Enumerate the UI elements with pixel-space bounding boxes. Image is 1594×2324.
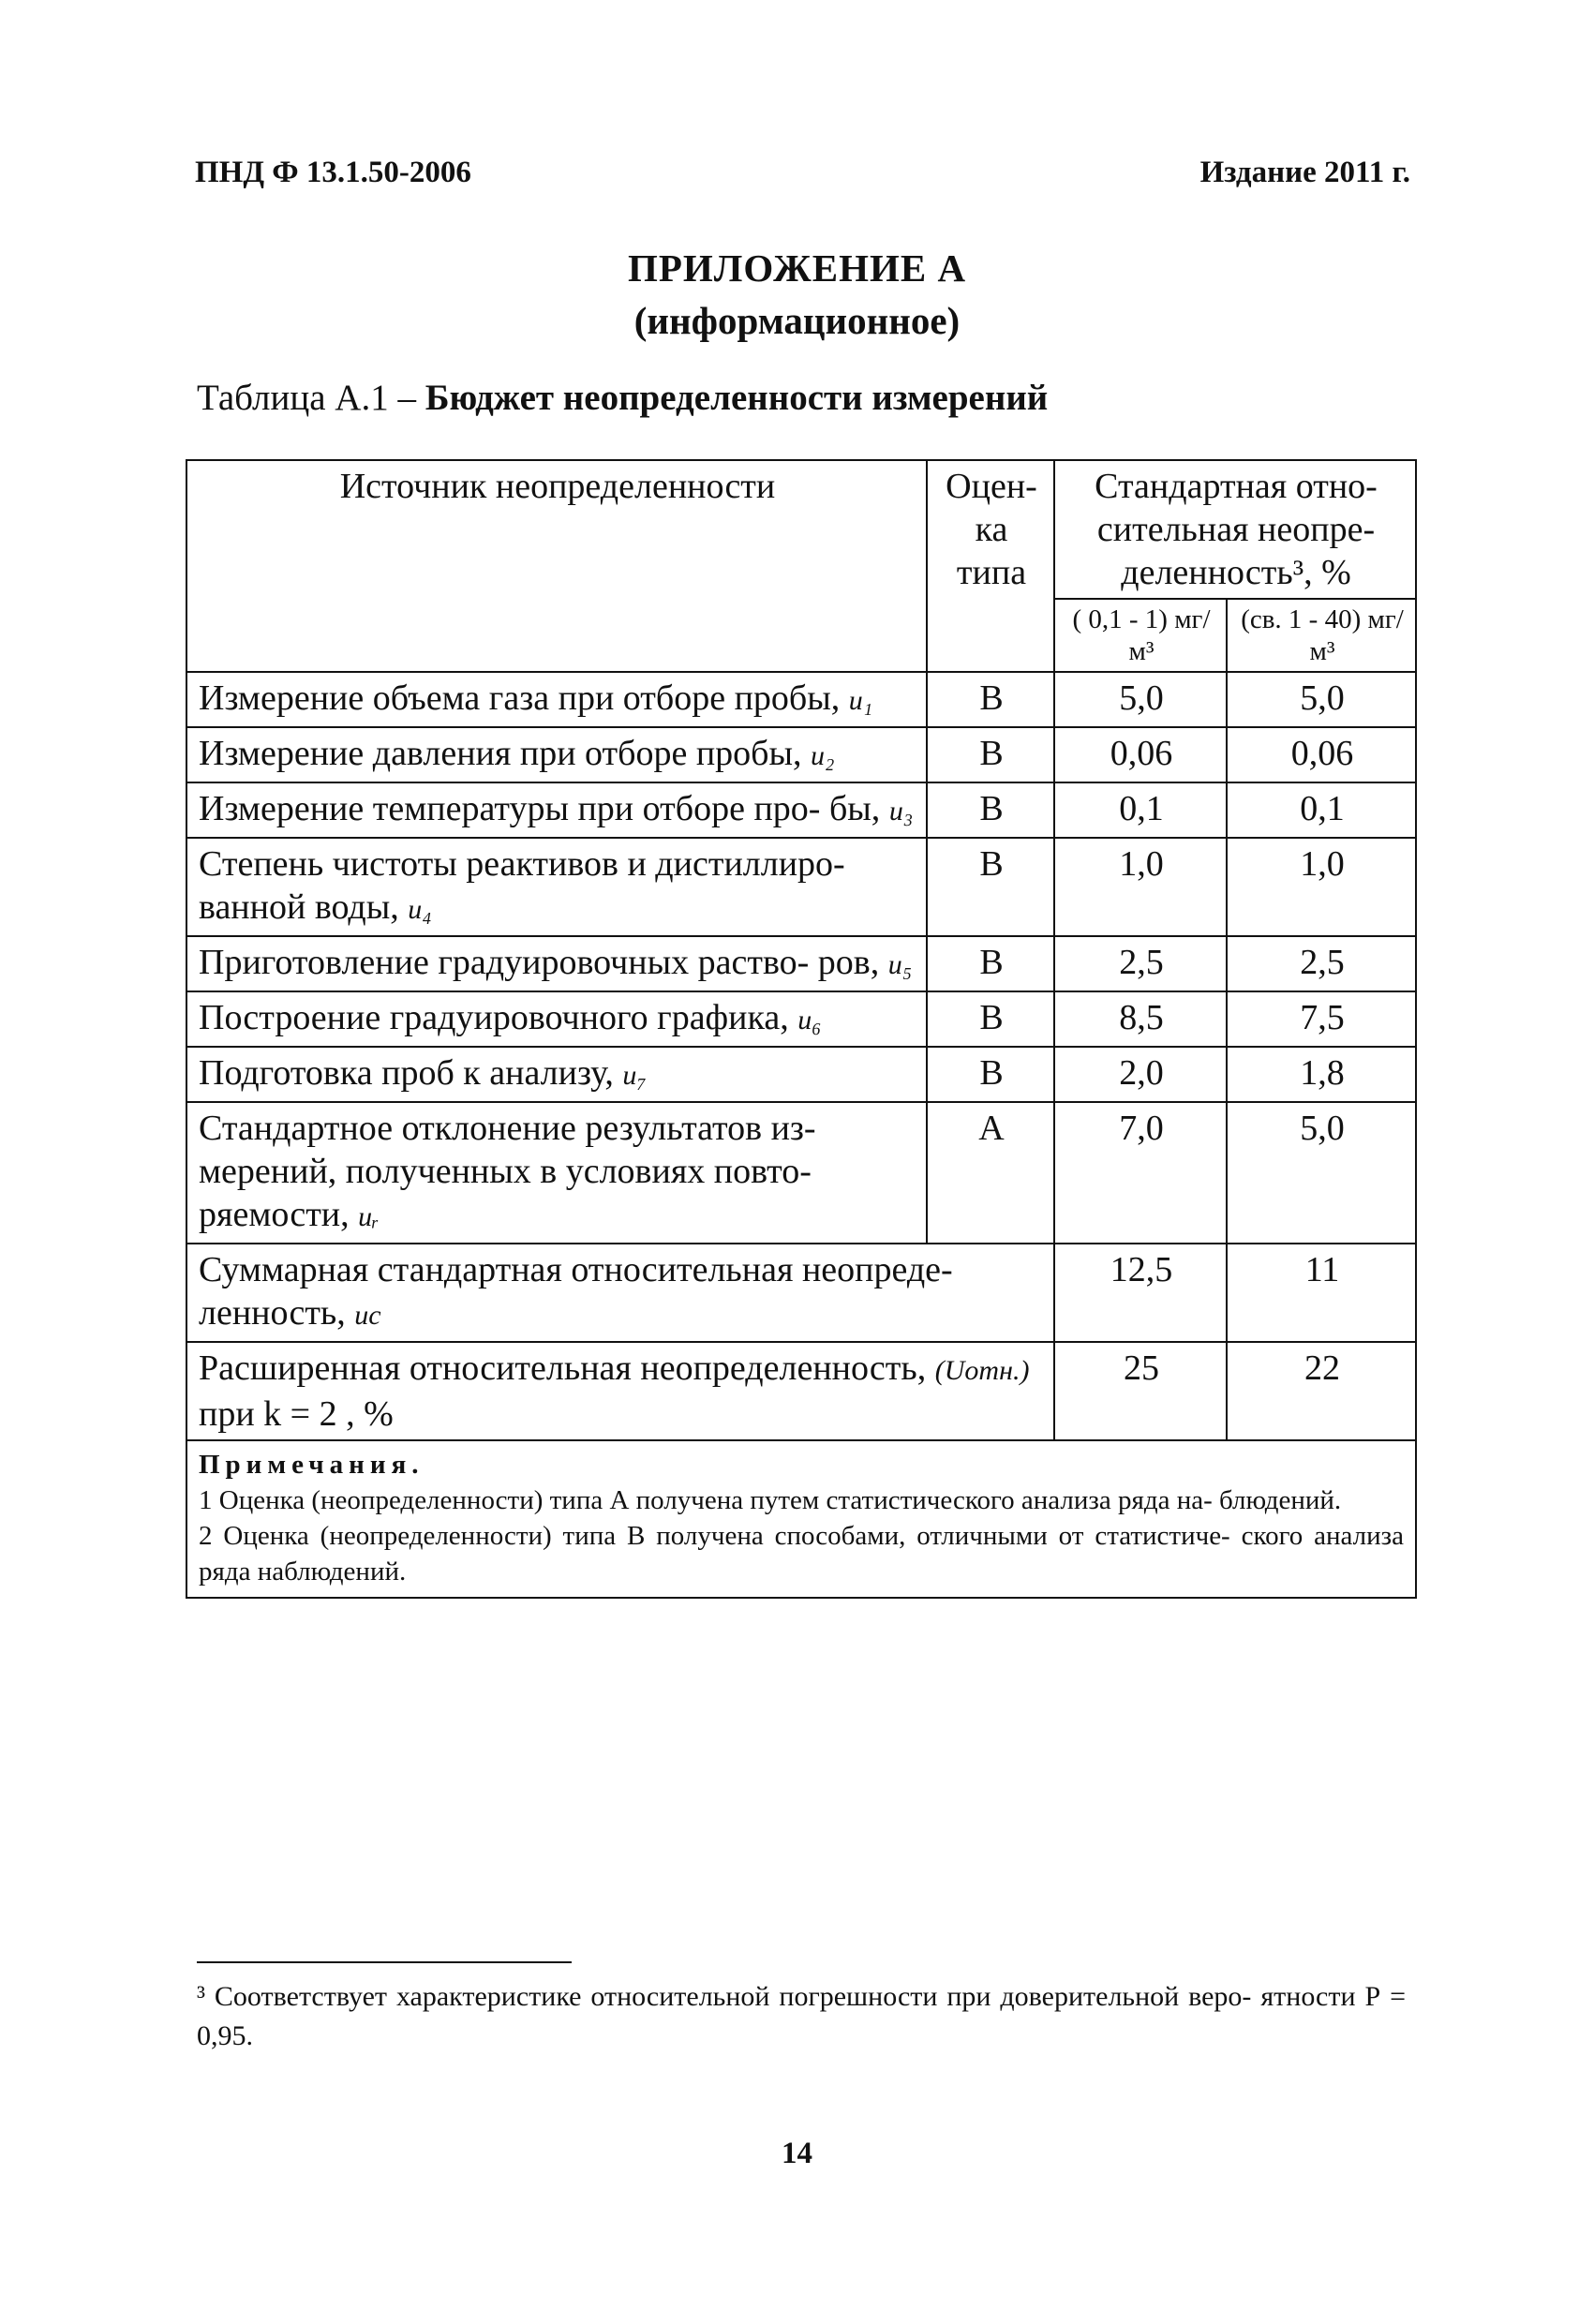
source-text: Измерение объема газа при отборе пробы, — [199, 678, 849, 718]
appendix-subtitle: (информационное) — [633, 299, 961, 342]
symbol: u₇ — [622, 1060, 647, 1091]
row-value-2: 2,5 — [1227, 936, 1416, 991]
row-source — [186, 727, 927, 782]
source-text: Построение градуировочного графика, — [199, 998, 798, 1037]
footnote: ³ Соответствует характеристике относительной погрешности при доверительной веро- ятности Р = 0,95. — [197, 1981, 1406, 2051]
symbol: u₂ — [811, 740, 835, 771]
table-row — [186, 936, 1416, 991]
row-source — [186, 672, 927, 727]
table-row — [186, 991, 1416, 1047]
row-value-2: 5,0 — [1227, 1102, 1416, 1244]
symbol: uᵣ — [358, 1201, 380, 1232]
source-text: Суммарная стандартная относительная неопреде- ленность, — [199, 1250, 953, 1333]
source-text: Стандартное отклонение результатов из- мерений, полученных в условиях повто- ряемости, — [199, 1109, 816, 1234]
row-type: В — [927, 1047, 1054, 1102]
footnote-divider — [197, 1961, 572, 1963]
row-type: А — [927, 1102, 1054, 1244]
symbol: uc — [354, 1300, 381, 1331]
row-value-2: 0,06 — [1227, 727, 1416, 782]
row-type: В — [927, 936, 1054, 991]
row-value-1: 2,0 — [1054, 1047, 1227, 1102]
source-text: Измерение температуры при отборе про- бы, — [199, 789, 889, 828]
row-source — [186, 1102, 927, 1244]
source-text: Степень чистоты реактивов и дистиллиро- ванной воды, — [199, 844, 845, 927]
symbol: u₁ — [848, 685, 873, 716]
note-2: 2 Оценка (неопределенности) типа В получена способами, отличными от статистиче- ского анализа ряда наблюдений. — [199, 1521, 1404, 1587]
edition-label: Издание 2011 г. — [1199, 156, 1410, 189]
source-text: Приготовление градуировочных раство- ров, — [199, 943, 888, 982]
notes-title: Примечания. — [199, 1450, 425, 1480]
row-type: В — [927, 991, 1054, 1047]
row-value-2: 0,1 — [1227, 782, 1416, 838]
source-text: Измерение давления при отборе пробы, — [199, 734, 812, 773]
row-value-2: 1,0 — [1227, 838, 1416, 936]
row-value-1: 0,1 — [1054, 782, 1227, 838]
row-value-1: 7,0 — [1054, 1102, 1227, 1244]
header-source: Источник неопределенности — [186, 460, 927, 672]
row-value-2: 7,5 — [1227, 991, 1416, 1047]
combined-uncertainty-row — [186, 1244, 1416, 1342]
table-caption — [197, 377, 1048, 419]
row-source — [186, 991, 927, 1047]
row-type: В — [927, 727, 1054, 782]
row-value-1: 0,06 — [1054, 727, 1227, 782]
page-number: 14 — [782, 2137, 812, 2170]
row-source — [186, 782, 927, 838]
note-1: 1 Оценка (неопределенности) типа А получена путем статистического анализа ряда на- блюдений. — [199, 1485, 1342, 1515]
combined-value-1: 12,5 — [1054, 1244, 1227, 1342]
table-row — [186, 1102, 1416, 1244]
expanded-value-1: 25 — [1054, 1342, 1227, 1440]
row-type: В — [927, 672, 1054, 727]
row-value-1: 1,0 — [1054, 838, 1227, 936]
row-value-1: 8,5 — [1054, 991, 1227, 1047]
row-source — [186, 936, 927, 991]
row-type: В — [927, 838, 1054, 936]
combined-source — [186, 1244, 1054, 1342]
appendix-title: ПРИЛОЖЕНИЕ А — [627, 246, 967, 290]
symbol: (Uотн.) — [934, 1355, 1030, 1386]
table-row — [186, 672, 1416, 727]
notes-cell — [186, 1440, 1416, 1598]
table-row — [186, 727, 1416, 782]
header-type: Оцен- ка типа — [927, 460, 1054, 672]
table-caption-title: Бюджет неопределенности измерений — [425, 378, 1049, 418]
expanded-uncertainty-row — [186, 1342, 1416, 1440]
table-row — [186, 838, 1416, 936]
expanded-value-2: 22 — [1227, 1342, 1416, 1440]
uncertainty-budget-table — [186, 459, 1417, 1599]
row-value-2: 5,0 — [1227, 672, 1416, 727]
row-value-2: 1,8 — [1227, 1047, 1416, 1102]
row-source — [186, 838, 927, 936]
table-header-row — [186, 460, 1416, 599]
source-text: Подготовка проб к анализу, — [199, 1053, 623, 1093]
symbol: u₅ — [887, 949, 913, 980]
combined-value-2: 11 — [1227, 1244, 1416, 1342]
row-source — [186, 1047, 927, 1102]
header-range-2: (св. 1 - 40) мг/м³ — [1227, 599, 1416, 672]
symbol: u₄ — [408, 894, 432, 925]
table-caption-prefix: Таблица А.1 – — [197, 378, 425, 418]
row-type: В — [927, 782, 1054, 838]
document-code: ПНД Ф 13.1.50-2006 — [195, 156, 471, 189]
row-value-1: 5,0 — [1054, 672, 1227, 727]
symbol: u₃ — [888, 796, 914, 827]
source-tail: при k = 2 , % — [199, 1394, 394, 1434]
table-row — [186, 782, 1416, 838]
source-text: Расширенная относительная неопределенность, — [199, 1348, 935, 1388]
expanded-source — [186, 1342, 1054, 1440]
header-std-uncertainty: Стандартная отно- сительная неопре- деленность³, % — [1054, 460, 1416, 599]
row-value-1: 2,5 — [1054, 936, 1227, 991]
symbol: u₆ — [797, 1005, 822, 1035]
header-range-1: ( 0,1 - 1) мг/м³ — [1054, 599, 1227, 672]
notes-row — [186, 1440, 1416, 1598]
table-row — [186, 1047, 1416, 1102]
